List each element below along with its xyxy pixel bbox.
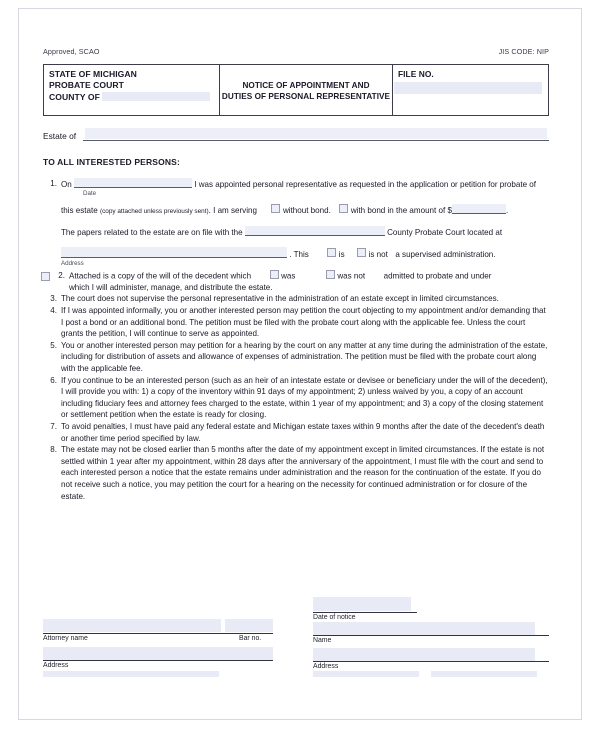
- date-of-notice-rule: [313, 612, 417, 613]
- county-input[interactable]: [102, 92, 210, 101]
- file-no-cell: [393, 65, 549, 116]
- attorney-name-label: Attorney name: [43, 635, 88, 642]
- estate-of-row: [43, 128, 549, 144]
- form-meta-row: [43, 47, 549, 61]
- estate-of-input[interactable]: [85, 128, 547, 139]
- item-1-bond-row: [61, 204, 549, 218]
- attorney-name-input[interactable]: [43, 619, 221, 632]
- supervised-administration-text: a supervised administration.: [395, 249, 496, 259]
- address-input-3[interactable]: [431, 671, 537, 677]
- item-8-number: 8.: [50, 445, 57, 455]
- without-bond-checkbox[interactable]: [271, 204, 280, 213]
- item-6-text: If you continue to be an interested person (such as an heir of an intestate estate or devisee or beneficiary under the will of the decedent), I will provide you with: 1) a copy of the inventory within 91 days of my appointment; 2) unless waived by you, a copy of an account including fiduciary fees and attorney fees charged to the estate, within 1 year of my appointment; and 3) a copy of the closing statement or settlement petition when the estate is ready for closing.: [61, 375, 548, 420]
- county-court-input[interactable]: [245, 226, 385, 236]
- file-no-input[interactable]: [394, 82, 542, 94]
- address-input-2[interactable]: [313, 671, 419, 677]
- this-text: . This: [289, 249, 309, 259]
- is-label: is: [338, 249, 345, 259]
- item-2-text-b: admitted to probate and under: [383, 271, 492, 281]
- estate-of-rule: [83, 140, 549, 141]
- form-content: [43, 47, 549, 502]
- item-1-number: 1.: [50, 179, 57, 188]
- item-7-number: 7.: [50, 422, 57, 431]
- numbered-items: [43, 178, 549, 502]
- bar-no-input[interactable]: [225, 619, 273, 632]
- attorney-address-label: Address: [43, 662, 69, 669]
- will-was-not-checkbox[interactable]: [326, 270, 335, 279]
- to-all-interested-persons-heading: TO ALL INTERESTED PERSONS:: [43, 157, 180, 167]
- item-1-papers-row: [61, 226, 549, 239]
- doc-title-line1: NOTICE OF APPOINTMENT AND: [242, 81, 370, 90]
- item-1-serving: . I am serving: [208, 205, 257, 215]
- doc-title-line2: DUTIES OF PERSONAL REPRESENTATIVE: [221, 92, 391, 101]
- item-3-number: 3.: [50, 294, 57, 304]
- attorney-address-rule: [43, 660, 273, 661]
- item-2: [43, 270, 549, 294]
- name-rule: [313, 635, 549, 636]
- without-bond-label: without bond.: [282, 205, 331, 215]
- item-8-text: The estate may not be closed earlier than 5 months after the date of my appointment except in limited circumstances. If the estate is not settled within 1 year after my appointment, within 28 days after the anniversary of the appointment, I must file with the court and send to each interested person a notice that the estate remains under administration and the reason for the continuation of the estate. If you do not receive such a notice, you may petition the court for a hearing on the necessity for continued administration or for closure of the estate.: [61, 445, 545, 501]
- appointment-date-input[interactable]: [74, 178, 192, 188]
- probate-court-label: PROBATE COURT: [49, 80, 124, 91]
- item-8: [43, 444, 549, 502]
- caption-table: [43, 64, 549, 116]
- signature-block: [43, 601, 549, 691]
- item-1: [43, 178, 549, 191]
- item-2-text-a: Attached is a copy of the will of the decedent which: [69, 271, 252, 281]
- county-of-row: [49, 92, 214, 103]
- item-2-line2: which I will administer, manage, and distribute the estate.: [69, 282, 273, 292]
- county-of-label: COUNTY OF: [49, 91, 100, 102]
- item-6-number: 6.: [50, 375, 57, 385]
- item-6: [43, 375, 549, 421]
- papers-on-file-text: The papers related to the estate are on file with the: [61, 228, 243, 238]
- item-3-text: The court does not supervise the personal representative in the administration of an estate except in limited circumstances.: [61, 294, 499, 304]
- date-caption: Date: [83, 189, 97, 197]
- item-5-number: 5.: [50, 340, 57, 350]
- item-1-period: .: [505, 205, 509, 215]
- with-bond-checkbox[interactable]: [339, 204, 348, 213]
- state-label: STATE OF MICHIGAN: [49, 69, 137, 79]
- will-was-checkbox[interactable]: [270, 270, 279, 279]
- name-input[interactable]: [313, 622, 535, 635]
- file-no-label: FILE NO.: [398, 69, 434, 79]
- bar-no-label: Bar no.: [239, 635, 262, 642]
- item-1-tail: I was appointed personal representative as requested in the application or petition for probate of: [194, 180, 537, 189]
- attorney-address-input[interactable]: [43, 647, 273, 660]
- item-1-on-label: On: [61, 180, 72, 189]
- bond-amount-input[interactable]: [452, 204, 509, 215]
- item-4-text: If I was appointed informally, you or another interested person may petition the court objecting to my appointment and/or demanding that I post a bond or an additional bond. The petition must be filed with the probate court along with the applicable fee. Unless the court grants the petition, I will continue to serve as appointed.: [61, 306, 546, 339]
- with-bond-label: with bond in the amount of $: [350, 205, 452, 215]
- form-page: [18, 8, 582, 720]
- will-attached-checkbox[interactable]: [41, 272, 50, 281]
- court-address-input[interactable]: [61, 247, 287, 258]
- address-label: Address: [313, 663, 339, 670]
- was-not-label: was not: [337, 271, 366, 281]
- address-input[interactable]: [313, 648, 535, 661]
- name-label: Name: [313, 637, 332, 644]
- item-4-number: 4.: [50, 306, 57, 316]
- item-5-text: You or another interested person may petition for a hearing by the court on any matter at any time during the administration of the estate, including for distribution of assets and allowance of expenses of administration. The petition must be filed with the probate court along with the applicable fee.: [61, 340, 548, 374]
- document-title-cell: [220, 65, 393, 116]
- is-not-supervised-checkbox[interactable]: [357, 248, 366, 257]
- county-probate-court-text: County Probate Court located at: [387, 228, 503, 238]
- approved-scao-label: Approved, SCAO: [43, 47, 100, 56]
- item-5: [43, 340, 549, 375]
- item-4: [43, 305, 549, 340]
- item-1-copy-attached-note: (copy attached unless previously sent): [99, 207, 209, 215]
- item-3: [43, 293, 549, 305]
- attorney-address-input-2[interactable]: [43, 671, 219, 677]
- address-caption: Address: [61, 259, 84, 267]
- date-of-notice-label: Date of notice: [313, 614, 356, 621]
- is-supervised-checkbox[interactable]: [327, 248, 336, 257]
- date-of-notice-input[interactable]: [313, 597, 411, 611]
- is-not-label: is not: [368, 249, 388, 259]
- court-cell: [44, 65, 220, 116]
- attorney-name-rule: [43, 633, 273, 634]
- address-rule: [313, 661, 549, 662]
- item-7-text: To avoid penalties, I must have paid any federal estate and Michigan estate taxes within 9 months after the date of the decedent's death or another time period specified by law.: [61, 422, 545, 443]
- estate-of-label: Estate of: [43, 131, 77, 141]
- caption-row: [44, 65, 549, 116]
- jis-code-label: JIS CODE: NIP: [498, 47, 549, 56]
- item-7: [43, 421, 549, 444]
- item-1-this-estate: this estate: [61, 205, 98, 215]
- item-2-number: 2.: [58, 270, 65, 280]
- item-1-address-row: [61, 247, 549, 260]
- was-label: was: [281, 271, 296, 281]
